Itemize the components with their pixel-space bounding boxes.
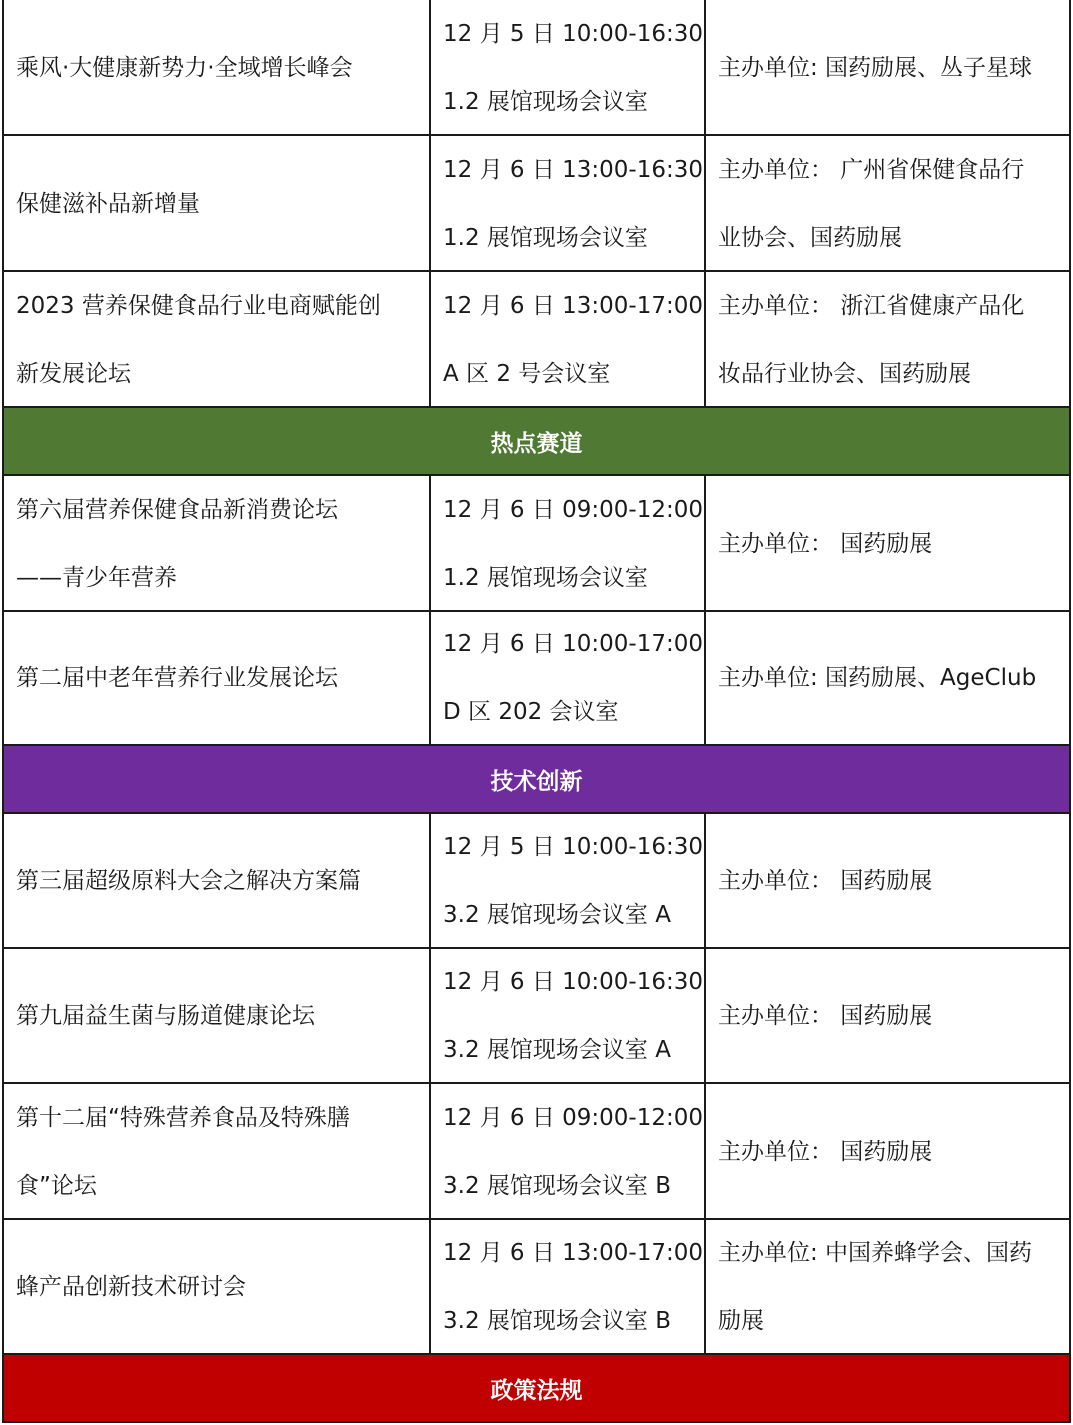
- organizer-cell: [706, 272, 1069, 406]
- forum-time: 12 月 6 日 13:00-16:30: [443, 157, 704, 183]
- time-venue-cell: [431, 1220, 706, 1353]
- forum-time: 12 月 5 日 10:00-16:30: [443, 21, 704, 47]
- forum-venue: 3.2 展馆现场会议室 B: [443, 1173, 671, 1199]
- organizer-text: 主办单位： 浙江省健康产品化: [718, 293, 1025, 319]
- forum-name-cell: [4, 1220, 431, 1353]
- forum-venue: 1.2 展馆现场会议室: [443, 89, 648, 115]
- forum-venue: 1.2 展馆现场会议室: [443, 225, 648, 251]
- forum-name: 新发展论坛: [16, 361, 131, 387]
- forum-name: 2023 营养保健食品行业电商赋能创: [16, 293, 381, 319]
- forum-venue: A 区 2 号会议室: [443, 361, 611, 387]
- table-row: [2, 814, 1071, 949]
- organizer-text: 励展: [718, 1308, 764, 1334]
- organizer-cell: [706, 1084, 1069, 1218]
- section-title: 技术创新: [490, 768, 583, 795]
- table-row: [2, 612, 1071, 746]
- forum-name: ——青少年营养: [16, 565, 177, 591]
- organizer-text: 主办单位： 广州省保健食品行: [718, 157, 1025, 183]
- forum-name-cell: [4, 949, 431, 1082]
- forum-name: 第六届营养保健食品新消费论坛: [16, 497, 338, 523]
- organizer-cell: [706, 1220, 1069, 1353]
- forum-venue: 3.2 展馆现场会议室 B: [443, 1308, 671, 1334]
- organizer-text: 妆品行业协会、国药励展: [718, 361, 971, 387]
- forum-venue: 3.2 展馆现场会议室 A: [443, 1037, 671, 1063]
- section-header-policy-regulation: [2, 1355, 1071, 1423]
- table-row: [2, 1084, 1071, 1220]
- forum-name-cell: [4, 476, 431, 610]
- forum-name: 保健滋补品新增量: [16, 191, 200, 217]
- organizer-cell: [706, 136, 1069, 270]
- organizer-cell: [706, 612, 1069, 744]
- forum-venue: D 区 202 会议室: [443, 699, 619, 725]
- organizer-cell: [706, 0, 1069, 134]
- organizer-text: 主办单位: 中国养蜂学会、国药: [718, 1240, 1033, 1266]
- time-venue-cell: [431, 136, 706, 270]
- section-header-hot-tracks: [2, 408, 1071, 476]
- table-row: [2, 949, 1071, 1084]
- forum-time: 12 月 6 日 10:00-16:30: [443, 969, 704, 995]
- time-venue-cell: [431, 1084, 706, 1218]
- organizer-text: 主办单位: 国药励展、AgeClub: [718, 665, 1037, 691]
- time-venue-cell: [431, 949, 706, 1082]
- time-venue-cell: [431, 612, 706, 744]
- forum-time: 12 月 6 日 09:00-12:00: [443, 1105, 704, 1131]
- table-row: [2, 136, 1071, 272]
- forum-name: 第九届益生菌与肠道健康论坛: [16, 1003, 315, 1029]
- organizer-cell: [706, 949, 1069, 1082]
- organizer-text: 主办单位： 国药励展: [718, 1139, 933, 1165]
- forum-time: 12 月 5 日 10:00-16:30: [443, 834, 704, 860]
- forum-name: 第十二届“特殊营养食品及特殊膳: [16, 1105, 350, 1131]
- forum-name: 乘风·大健康新势力·全域增长峰会: [16, 55, 353, 81]
- forum-time: 12 月 6 日 13:00-17:00: [443, 1240, 704, 1266]
- forum-time: 12 月 6 日 09:00-12:00: [443, 497, 704, 523]
- table-row: [2, 476, 1071, 612]
- forum-venue: 1.2 展馆现场会议室: [443, 565, 648, 591]
- time-venue-cell: [431, 272, 706, 406]
- forum-name-cell: [4, 1084, 431, 1218]
- forum-name: 蜂产品创新技术研讨会: [16, 1274, 246, 1300]
- forum-time: 12 月 6 日 10:00-17:00: [443, 631, 704, 657]
- table-row: [2, 1220, 1071, 1355]
- forum-name: 第三届超级原料大会之解决方案篇: [16, 868, 361, 894]
- forum-name-cell: [4, 0, 431, 134]
- organizer-text: 主办单位： 国药励展: [718, 1003, 933, 1029]
- organizer-text: 业协会、国药励展: [718, 225, 902, 251]
- forum-name: 食”论坛: [16, 1173, 97, 1199]
- section-header-tech-innovation: [2, 746, 1071, 814]
- time-venue-cell: [431, 476, 706, 610]
- organizer-cell: [706, 476, 1069, 610]
- forum-name: 第二届中老年营养行业发展论坛: [16, 665, 338, 691]
- organizer-text: 主办单位: 国药励展、丛子星球: [718, 55, 1033, 81]
- table-row: [2, 0, 1071, 136]
- forum-venue: 3.2 展馆现场会议室 A: [443, 902, 671, 928]
- section-title: 政策法规: [490, 1377, 583, 1404]
- time-venue-cell: [431, 0, 706, 134]
- forum-name-cell: [4, 272, 431, 406]
- organizer-cell: [706, 814, 1069, 947]
- organizer-text: 主办单位： 国药励展: [718, 531, 933, 557]
- section-title: 热点赛道: [490, 430, 583, 457]
- forum-name-cell: [4, 612, 431, 744]
- time-venue-cell: [431, 814, 706, 947]
- forum-time: 12 月 6 日 13:00-17:00: [443, 293, 704, 319]
- organizer-text: 主办单位： 国药励展: [718, 868, 933, 894]
- table-row: [2, 272, 1071, 408]
- forum-name-cell: [4, 136, 431, 270]
- forum-name-cell: [4, 814, 431, 947]
